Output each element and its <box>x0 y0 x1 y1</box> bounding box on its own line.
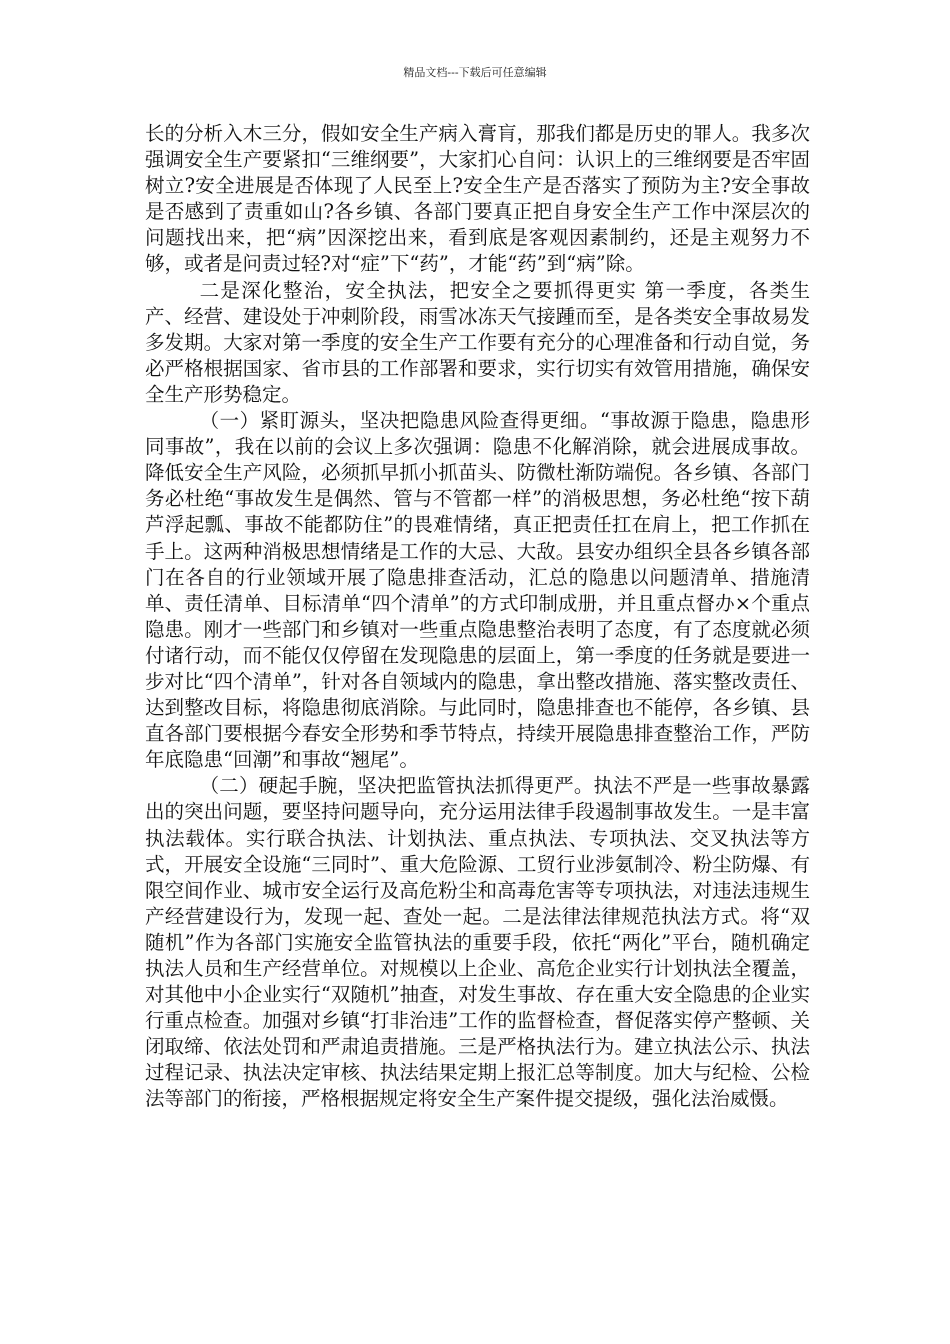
document-body <box>145 121 810 1113</box>
paragraph-deepen-rectification: 二是深化整治，安全执法，把安全之要抓得更实 第一季度，各类生产、经营、建设处于冲刺阶段，雨雪冰冻天气接踵而至，是各类安全事故易发多发期。大家对第一季度的安全生产工作要有充分的心理准备和行动自觉，务必严格根据国家、省市县的工作部署和要求，实行切实有效管用措施，确保安全生产形势稳定。 <box>145 278 810 406</box>
page-header: 精品文档---下载后可任意编辑 <box>403 66 547 79</box>
paragraph-enforcement: （二）硬起手腕，坚决把监管执法抓得更严。执法不严是一些事故暴露出的突出问题，要坚持问题导向，充分运用法律手段遏制事故发生。一是丰富执法载体。实行联合执法、计划执法、重点执法、专项执法、交叉执法等方式，开展安全设施“三同时”、重大危险源、工贸行业涉氨制冷、粉尘防爆、有限空间作业、城市安全运行及高危粉尘和高毒危害等专项执法，对违法违规生产经营建设行为，发现一起、查处一起。二是法律法律规范执法方式。将“双随机”作为各部门实施安全监管执法的重要手段，依托“两化”平台，随机确定执法人员和生产经营单位。对规模以上企业、高危企业实行计划执法全覆盖，对其他中小企业实行“双随机”抽查，对发生事故、存在重大安全隐患的企业实行重点检查。加强对乡镇“打非治违”工作的监督检查，督促落实停产整顿、关闭取缔、依法处罚和严肃追责措施。三是严格执法行为。建立执法公示、执法过程记录、执法决定审核、执法结果定期上报汇总等制度。加大与纪检、公检法等部门的衔接，严格根据规定将安全生产案件提交提级，强化法治威慑。 <box>145 774 810 1111</box>
paragraph-continuation: 长的分析入木三分，假如安全生产病入膏肓，那我们都是历史的罪人。我多次强调安全生产要紧扣“三维纲要”，大家扪心自问：认识上的三维纲要是否牢固树立?安全进展是否体现了人民至上?安全生产是否落实了预防为主?安全事故是否感到了责重如山?各乡镇、各部门要真正把自身安全生产工作中深层次的问题找出来，把“病”因深挖出来，看到底是客观因素制约，还是主观努力不够，或者是问责过轻?对“症”下“药”，才能“药”到“病”除。 <box>145 122 810 276</box>
paragraph-hazard-source: （一）紧盯源头，坚决把隐患风险查得更细。“事故源于隐患，隐患形同事故”，我在以前的会议上多次强调：隐患不化解消除，就会进展成事故。降低安全生产风险，必须抓早抓小抓苗头、防微杜渐防端倪。各乡镇、各部门务必杜绝“事故发生是偶然、管与不管都一样”的消极思想，务必杜绝“按下葫芦浮起瓢、事故不能都防住”的畏难情绪，真正把责任扛在肩上，把工作抓在手上。这两种消极思想情绪是工作的大忌、大敌。县安办组织全县各乡镇各部门在各自的行业领域开展了隐患排查活动，汇总的隐患以问题清单、措施清单、责任清单、目标清单“四个清单”的方式印制成册，并且重点督办×个重点隐患。刚才一些部门和乡镇对一些重点隐患整治表明了态度，有了态度就必须付诸行动，而不能仅仅停留在发现隐患的层面上，第一季度的任务就是要进一步对比“四个清单”，针对各自领域内的隐患，拿出整改措施、落实整改责任、达到整改目标，将隐患彻底消除。与此同时，隐患排查也不能停，各乡镇、县直各部门要根据今春安全形势和季节特点，持续开展隐患排查整治工作，严防年底隐患“回潮”和事故“翘尾”。 <box>145 409 810 772</box>
